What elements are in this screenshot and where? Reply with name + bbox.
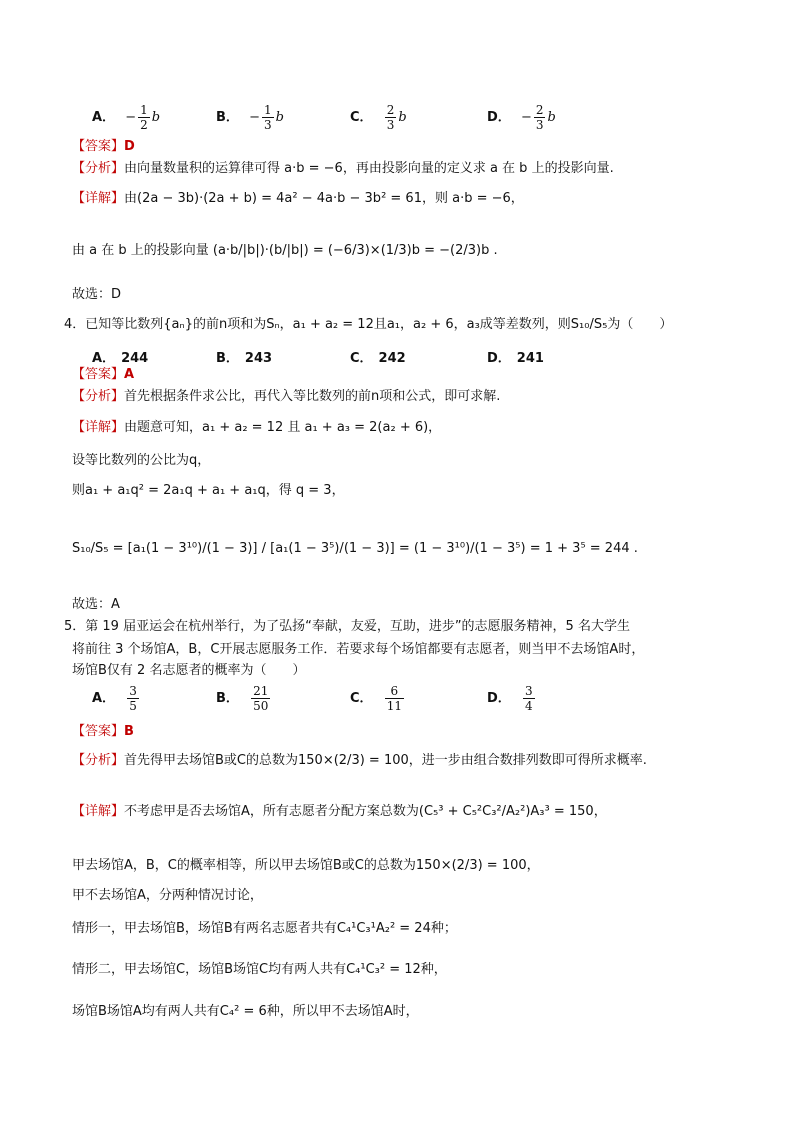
q3-detail-line2: 由 a 在 b 上的投影向量 (a·b/|b|)·(b/|b|) = (−6/3)×(1/3)b = −(2/3)b . [72,243,498,258]
q5-answer: 【答案】B [72,724,134,739]
q5-stem-line3: 场馆B仅有 2 名志愿者的概率为（ ） [72,663,306,678]
q5-line5: 情形二，甲去场馆C，场馆B场馆C均有两人共有C₄¹C₃² = 12种， [72,962,447,977]
q5-stem-line2: 将前往 3 个场馆A，B，C开展志愿服务工作．若要求每个场馆都要有志愿者，则当甲不去场馆A时， [72,642,645,657]
q5-line3: 甲不去场馆A，分两种情况讨论， [72,888,263,903]
q5-option-a: A． $\frac{3}{5}$ [92,684,137,713]
q3-answer: 【答案】D [72,139,135,154]
q5-option-b: B． $\frac{21}{50}$ [216,684,269,713]
q3-choose: 故选：D [72,287,122,302]
q4-option-c: C． 242 [350,351,406,366]
q4-analysis: 【分析】首先根据条件求公比，再代入等比数列的前n项和公式，即可求解. [72,389,501,404]
q5-stem-line1: 5．第 19 届亚运会在杭州举行，为了弘扬“奉献，友爱，互助，进步”的志愿服务精神，5 名大学生 [64,619,630,634]
q5-line2: 甲去场馆A，B，C的概率相等，所以甲去场馆B或C的总数为150×(2/3) = 100， [72,858,540,873]
q4-choose: 故选：A [72,597,120,612]
q4-option-a: A． 244 [92,351,149,366]
q3-option-d: D． − $\frac{2}{3}$ b [487,103,556,132]
q4-answer: 【答案】A [72,367,135,382]
q4-line3: 则a₁ + a₁q² = 2a₁q + a₁ + a₁q，得 q = 3， [72,483,345,498]
q5-option-d: D． $\frac{3}{4}$ [487,684,533,713]
q5-analysis: 【分析】首先得甲去场馆B或C的总数为150×(2/3) = 100，进一步由组合数排列数即可得所求概率. [72,753,647,768]
q5-line6: 场馆B场馆A均有两人共有C₄² = 6种，所以甲不去场馆A时， [72,1004,419,1019]
q5-detail: 【详解】不考虑甲是否去场馆A，所有志愿者分配方案总数为(C₅³ + C₅²C₃²/A₂²)A₃³ = 150， [72,804,607,819]
q3-option-c: C． $\frac{2}{3}$ b [350,103,407,132]
q3-option-a: A． − $\frac{1}{2}$ b [92,103,161,132]
q3-analysis: 【分析】由向量数量积的运算律可得 a·b = −6，再由投影向量的定义求 a 在 b 上的投影向量. [72,161,614,176]
q5-option-c: C． $\frac{6}{11}$ [350,684,402,713]
q3-detail: 【详解】由(2a − 3b)·(2a + b) = 4a² − 4a·b − 3b² = 61，则 a·b = −6， [72,191,524,206]
q4-option-b: B． 243 [216,351,273,366]
q4-detail: 【详解】由题意可知，a₁ + a₂ = 12 且 a₁ + a₃ = 2(a₂ + 6)， [72,420,442,435]
q5-line4: 情形一，甲去场馆B，场馆B有两名志愿者共有C₄¹C₃¹A₂² = 24种； [72,921,457,936]
q4-stem: 4．已知等比数列{aₙ}的前n项和为Sₙ，a₁ + a₂ = 12且a₁，a₂ + 6，a₃成等差数列，则S₁₀/S₅为（ ） [64,317,673,332]
q4-line2: 设等比数列的公比为q， [72,453,211,468]
q4-option-d: D． 241 [487,351,544,366]
q4-line4: S₁₀/S₅ = [a₁(1 − 3¹⁰)/(1 − 3)] / [a₁(1 − 3⁵)/(1 − 3)] = (1 − 3¹⁰)/(1 − 3⁵) = 1 + 3⁵ = 244 . [72,541,638,556]
q3-option-b: B． − $\frac{1}{3}$ b [216,103,284,132]
